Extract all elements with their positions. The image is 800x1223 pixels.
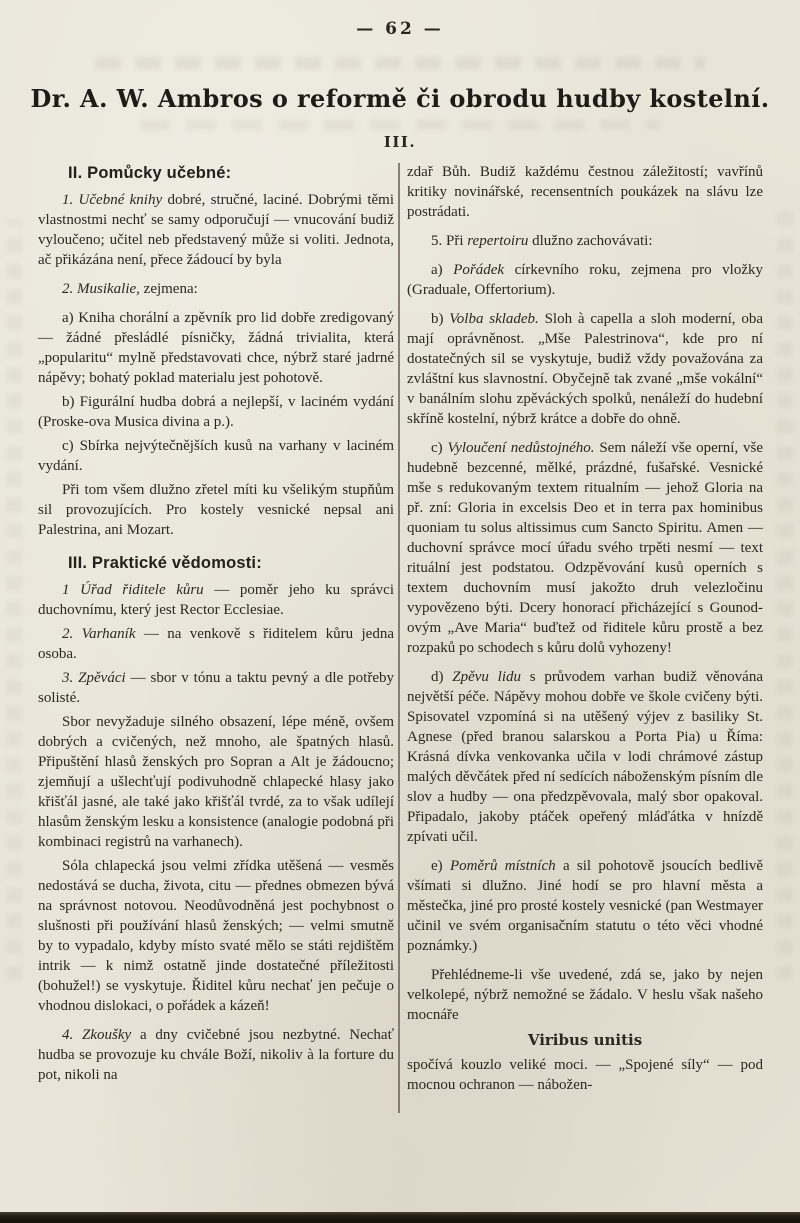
paragraph	[407, 667, 763, 847]
text-segment: Poměrů místních	[449, 858, 563, 874]
text-segment: Vyloučení nedůstojného.	[447, 440, 600, 456]
paragraph	[38, 279, 394, 299]
section-numeral: III.	[383, 133, 417, 151]
bleedthrough-smudge	[777, 200, 793, 980]
text-segment: 4. Zkoušky	[62, 1027, 140, 1043]
text-segment: 5. Při	[431, 233, 468, 249]
paragraph	[407, 162, 763, 222]
text-segment: — na venkově s řiditelem kůru jedna osoba.	[38, 626, 394, 662]
text-segment: 3. Zpěváci	[62, 670, 131, 686]
text-segment: Při tom všem dlužno zřetel míti ku všelikým stupňům sil provozujících. Pro kostely vesnické nepsal ani Palestrina, ani Mozart.	[38, 482, 394, 538]
page-number: — 62 —	[356, 19, 444, 39]
text-segment: zdař Bůh. Budiž každému čestnou záležitostí; vavřínů kritiky novinářské, recensentních poukázek na slávu lze postrádati.	[407, 164, 763, 220]
text-segment: 1. Učebné knihy	[62, 192, 168, 208]
text-segment: a) Kniha chorální a zpěvník pro lid dobře zredigovaný — žádné přesládlé písničky, žádná trivialita, která „popularitu“ mylně představovati chce, nýbrž staré jadrné nápěvy; bohatý poklad materialu jest pohotově.	[38, 310, 394, 386]
text-segment: — sbor v tónu a taktu pevný a dle potřeby solisté.	[38, 670, 394, 706]
text-segment: — poměr jeho ku správci duchovnímu, který jest Rector Ecclesiae.	[38, 582, 394, 618]
paragraph	[407, 965, 763, 1025]
text-segment: 1 Úřad řiditele kůru	[62, 582, 215, 598]
text-segment: Volba skladeb.	[449, 311, 545, 327]
section-heading: III. Praktické vědomosti:	[68, 554, 262, 572]
text-segment: církevního roku, zejmena pro vložky (Graduale, Offertorium).	[407, 262, 763, 298]
paragraph	[38, 308, 394, 388]
text-segment: b) Figurální hudba dobrá a nejlepší, v laciném vydání (Proske-ova Musica divina a p.).	[38, 394, 394, 430]
paragraph	[407, 856, 763, 956]
text-segment: dlužno zachovávati:	[532, 233, 653, 249]
paragraph	[38, 668, 394, 708]
paragraph	[407, 1055, 763, 1095]
text-segment: a)	[431, 262, 454, 278]
text-segment: repertoiru	[467, 233, 533, 249]
text-segment: s průvodem varhan budiž věnována největší péče. Nápěvy mohou dobře ve škole cvičeny býti. Spisovatel vzpomíná si na utěšený výjev z basiliky St. Agnese (před branou salarskou a Porta Pia) u Říma: Krásná dívka venkovanka učila v lodi chrámové zástup malých děvčátek před ní sedících náboženským písním dle slov a hudby — ona předzpěvovala, malý sbor opakoval. Připadalo, jakoby ptáček opeřený mláďátka v hnízdě zpívati učil.	[407, 669, 763, 845]
text-segment: a dny cvičebné jsou nezbytné. Nechať hudba se provozuje ku chvále Boží, nikoliv à la forture du pot, nikoli na	[38, 1027, 394, 1083]
text-segment: Sloh à capella a sloh moderní, oba mají oprávněnost. „Mše Palestrinova“, kde pro ní dostatečných sil se vyskytuje, budiž vždy považována za zvláštní kus slavnostní. Obyčejně tak zvané „mše vokální“ v banálním slohu zpěváckých spolků, nenáleží do hudební skříně kostelní, nýbrž krátce a dobře do ohně.	[407, 311, 763, 427]
text-segment: Zpěvu lidu	[452, 669, 530, 685]
text-segment: zejmena:	[143, 281, 198, 297]
text-segment: b)	[431, 311, 450, 327]
text-segment: dobré, stručné, laciné. Dobrými těmi vlastnostmi nechť se samy odporučují — vnucování budiž vyloučeno; učitel neb představený může si voliti. Jednota, ač přikázána není, přece žádoucí by byla	[38, 192, 394, 268]
paragraph	[407, 438, 763, 658]
text-segment: c)	[431, 440, 448, 456]
bleedthrough-smudge	[6, 220, 22, 980]
paragraph	[38, 1025, 394, 1085]
paragraph	[38, 712, 394, 852]
text-segment: 2. Varhaník	[62, 626, 144, 642]
text-segment: Pořádek	[453, 262, 515, 278]
left-column	[38, 162, 394, 1085]
text-segment: e)	[431, 858, 450, 874]
text-segment: 2. Musikalie,	[62, 281, 144, 297]
bleedthrough-smudge	[140, 120, 660, 130]
paragraph	[38, 480, 394, 540]
text-segment: Sóla chlapecká jsou velmi zřídka utěšená — vesměs nedostává se ducha, života, citu — přednes obmezen bývá na správnost notovou. Neodůvodněná jest pochybnost o slušnosti při používání hlasů ženských; — velmi smutně by to vypadalo, kdyby místo svaté mělo se státi rejdištěm intrik — k nimž ostatně jinde dostatečné příležitosti (bohužel!) se vyskytuje. Řiditel kůru nechať jen pečuje o vhodnou dislokaci, o pořádek a kázeň!	[38, 858, 394, 1014]
bottom-scan-edge	[0, 1212, 800, 1223]
paragraph	[38, 580, 394, 620]
text-segment: Přehlédneme-li vše uvedené, zdá se, jako by nejen velkolepé, nýbrž nemožné se žádalo. V heslu však našeho mocnáře	[407, 967, 763, 1023]
paragraph	[407, 309, 763, 429]
paragraph	[38, 436, 394, 476]
text-segment: Viribus unitis	[527, 1031, 643, 1049]
text-segment: d)	[431, 669, 453, 685]
paragraph	[38, 856, 394, 1016]
text-segment: Sem náleží vše operní, vše hudebně bezcenné, mělké, prázdné, fušařské. Vesnické mše s redukovaným textem ritualním — jehož Gloria na př. zní: Gloria in excelsis Deo et in terra pax hominibus quoniam tu solus altissimus cum Sancto Spiritu. Amen — duchovní správce mocí úřadu svého trpěti nesmí — text rituální jest podstatou. Odzpěvování kusů operních s textem duchovním musí jakožto druh velezločinu vypovězeno býti. Dcery honorací přicházející s Gounod-ovým „Ave Maria“ buďtež od řiditele kůru prostě a bez rozpaků po schodech s kůru dolů vyhozeny!	[407, 440, 763, 656]
text-segment: Sbor nevyžaduje silného obsazení, lépe méně, ovšem dobrých a cvičených, než mnoho, ale špatných hlasů. Připuštění hlasů ženských pro Sopran a Alt je žádoucno; zjemňují a ušlechťují podivuhodně chlapecké hlasy jako křišťál jasné, ale také jako křišťál tvrdé, za to však udílejí hlasům ženským lesku a konsistence (analogie podobná při kombinaci registrů na varhanech).	[38, 714, 394, 850]
paragraph	[407, 260, 763, 300]
article-title: Dr. A. W. Ambros o reformě či obrodu hudby kostelní.	[30, 84, 770, 113]
paragraph	[407, 231, 763, 251]
column-divider	[398, 163, 400, 1113]
bleedthrough-smudge	[95, 57, 705, 69]
paragraph	[38, 190, 394, 270]
section-heading: II. Pomůcky učebné:	[68, 164, 232, 182]
text-segment: c) Sbírka nejvýtečnějších kusů na varhany v laciném vydání.	[38, 438, 394, 474]
motto-line	[407, 1030, 763, 1051]
text-segment: spočívá kouzlo veliké moci. — „Spojené síly“ — pod mocnou ochranon — nábožen-	[407, 1057, 763, 1093]
paragraph	[38, 392, 394, 432]
text-segment: a sil pohotově jsoucích bedlivě všímati si dlužno. Jiné hodí se pro hlavní města a městečka, jiné pro prosté kostely vesnické (pan Westmayer učinil ve svém organisačním statutu o této věci vhodné poznámky.)	[407, 858, 764, 954]
paragraph	[38, 624, 394, 664]
right-column	[407, 162, 763, 1095]
